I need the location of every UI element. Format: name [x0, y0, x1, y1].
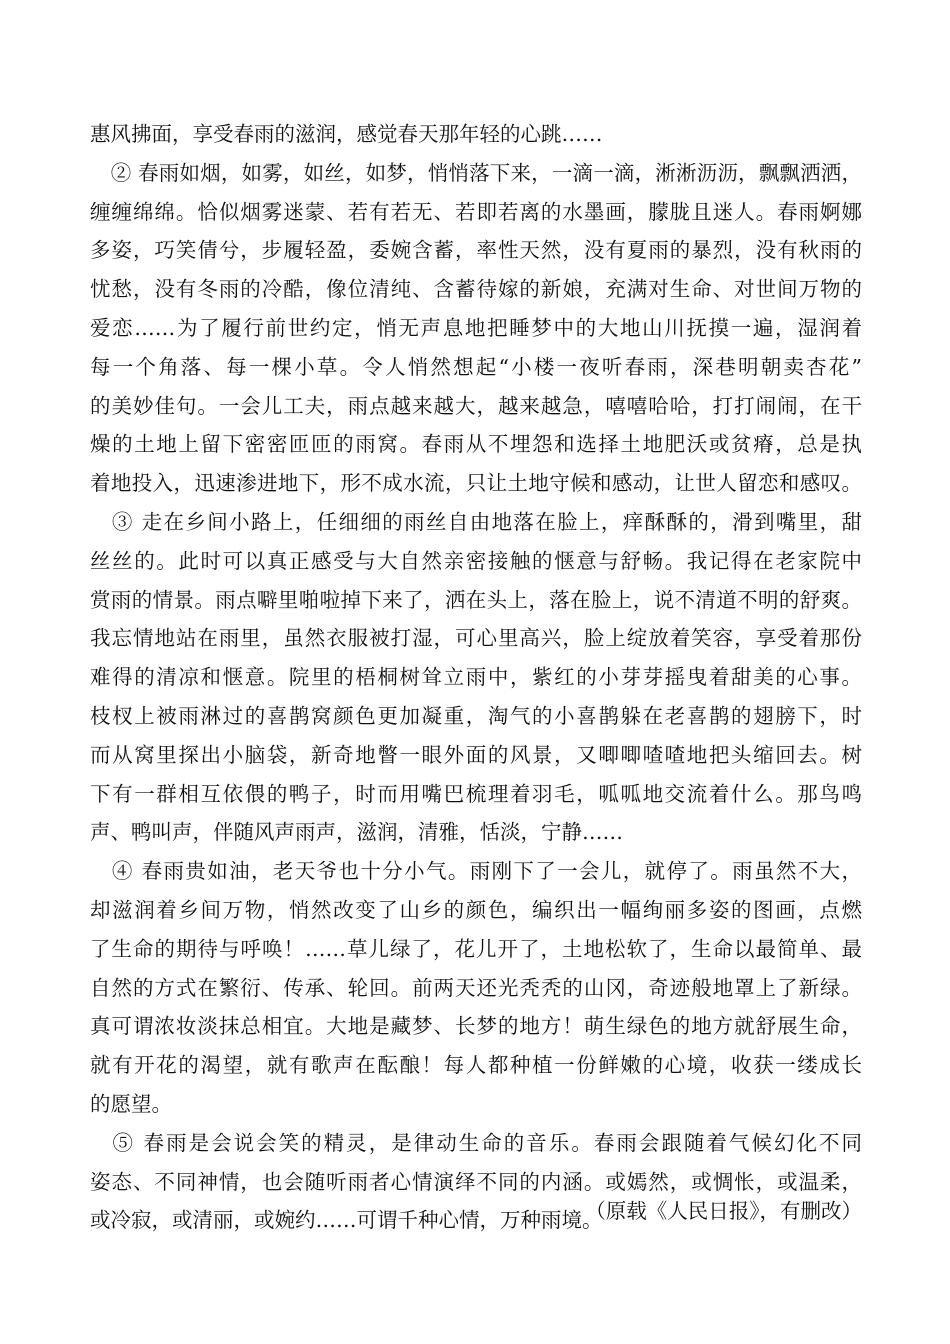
text-line: 赏雨的情景。雨点噼里啪啦掉下来了，洒在头上，落在脸上，说不清道不明的舒爽。	[90, 587, 862, 612]
text-line: ③ 走在乡间小路上，任细细的雨丝自由地落在脸上，痒酥酥的，滑到嘴里，甜	[90, 509, 862, 534]
article-body	[90, 115, 862, 1240]
text-line: 多姿，巧笑倩兮，步履轻盈，委婉含蓄，率性天然，没有夏雨的暴烈，没有秋雨的	[90, 238, 862, 263]
text-line: ⑤ 春雨是会说会笑的精灵，是律动生命的音乐。春雨会跟随着气候幻化不同	[90, 1130, 862, 1155]
text-line: 枝杈上被雨淋过的喜鹊窝颜色更加凝重，淘气的小喜鹊躲在老喜鹊的翅膀下，时	[90, 703, 862, 728]
text-line: ② 春雨如烟，如雾，如丝，如梦，悄悄落下来，一滴一滴，淅淅沥沥，飘飘洒洒，	[90, 160, 862, 185]
text-line: 我忘情地站在雨里，虽然衣服被打湿，可心里高兴，脸上绽放着笑容，享受着那份	[90, 626, 862, 651]
text-line: 的愿望。	[90, 1091, 172, 1116]
article-source: （原载《人民日报》，有删改）	[585, 1199, 862, 1223]
text-line: ④ 春雨贵如油，老天爷也十分小气。雨刚下了一会儿，就停了。雨虽然不大，	[90, 859, 862, 884]
text-line: 自然的方式在繁衍、传承、轮回。前两天还光秃秃的山冈，奇迹般地罩上了新绿。	[90, 975, 862, 1000]
text-line: 而从窝里探出小脑袋，新奇地瞥一眼外面的风景，又唧唧喳喳地把头缩回去。树	[90, 742, 862, 767]
text-line: 缠缠绵绵。恰似烟雾迷蒙、若有若无、若即若离的水墨画，朦胧且迷人。春雨婀娜	[90, 199, 862, 224]
text-line: 下有一群相互依偎的鸭子，时而用嘴巴梳理着羽毛，呱呱地交流着什么。那鸟鸣	[90, 781, 862, 806]
text-line: 难得的清凉和惬意。院里的梧桐树耸立雨中，紫红的小芽芽摇曳着甜美的心事。	[90, 665, 862, 690]
text-line: 惠风拂面，享受春雨的滋润，感觉春天那年轻的心跳……	[90, 122, 603, 146]
text-line: 的美妙佳句。一会儿工夫，雨点越来越大，越来越急，嘻嘻哈哈，打打闹闹，在干	[90, 393, 862, 418]
text-line: 每一个角落、每一棵小草。令人悄然想起“小楼一夜听春雨，深巷明朝卖杏花”	[90, 354, 862, 379]
text-line: 着地投入，迅速渗进地下，形不成水流，只让土地守候和感动，让世人留恋和感叹。	[90, 471, 862, 496]
text-line: 忧愁，没有冬雨的冷酷，像位清纯、含蓄待嫁的新娘，充满对生命、对世间万物的	[90, 277, 862, 302]
text-line: 就有开花的渴望，就有歌声在酝酿！每人都种植一份鲜嫩的心境，收获一缕成长	[90, 1053, 862, 1078]
text-line: 丝丝的。此时可以真正感受与大自然亲密接触的惬意与舒畅。我记得在老家院中	[90, 548, 862, 573]
text-line: 姿态、不同神情，也会随听雨者心情演绎不同的内涵。或嫣然，或惆怅，或温柔，	[90, 1169, 862, 1194]
text-line: 声、鸭叫声，伴随风声雨声，滋润，清雅，恬淡，宁静……	[90, 820, 623, 845]
text-line: 爱恋……为了履行前世约定，悄无声息地把睡梦中的大地山川抚摸一遍，湿润着	[90, 315, 862, 340]
text-line: 却滋润着乡间万物，悄然改变了山乡的颜色，编织出一幅绚丽多姿的图画，点燃	[90, 897, 862, 922]
text-line: 燥的土地上留下密密匝匝的雨窝。春雨从不埋怨和选择土地肥沃或贫瘠，总是执	[90, 432, 862, 457]
text-line: 真可谓浓妆淡抹总相宜。大地是藏梦、长梦的地方！萌生绿色的地方就舒展生命，	[90, 1014, 862, 1039]
text-line: 了生命的期待与呼唤！……草儿绿了，花儿开了，土地松软了，生命以最简单、最	[90, 936, 862, 961]
text-line: 或冷寂，或清丽，或婉约……可谓千种心情，万种雨境。	[90, 1208, 603, 1233]
